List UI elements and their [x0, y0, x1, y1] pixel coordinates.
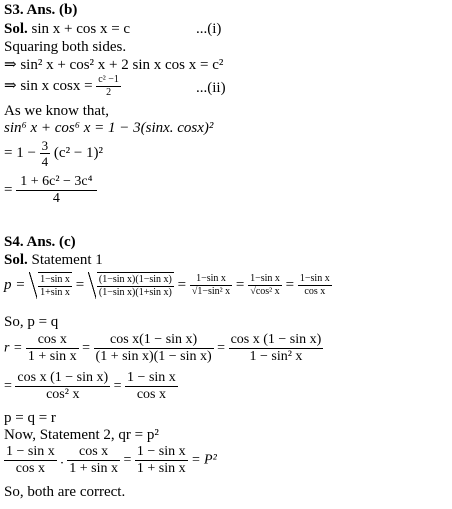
- r-equation: r = $\frac{\text{cos x}}{\text{1 + sin x}}$ = $\frac{\text{cos x(1 − sin x)}}{\text{(1 + sin x)(1 − sin x)}}$ = $\frac{\text{cos x (1 − sin x)}}{\text{1 − sin² x}}$: [4, 332, 322, 364]
- denominator: 1 + sin x: [136, 461, 186, 476]
- p-var: p =: [4, 277, 26, 293]
- p-fraction-2: [97, 274, 174, 299]
- simplify-fraction-2: [125, 370, 178, 403]
- denominator: cos² x: [46, 387, 80, 402]
- conclusion: So, both are correct.: [4, 484, 126, 500]
- final-equation: $\frac{\text{1 − sin x}}{\text{cos x}}$ . $\frac{\text{cos x}}{\text{1 + sin x}}$ = $\frac{\text{1 − sin x}}{\text{1 + sin x}}$ = P²: [6, 444, 217, 476]
- p-fraction-5: [298, 273, 332, 298]
- numerator: c² −1: [98, 74, 119, 85]
- sol-label: Sol.: [4, 252, 28, 268]
- numerator: 1 − sin x: [127, 370, 176, 385]
- s3-line8-fraction: [16, 174, 96, 207]
- denominator: (1−sin x)(1+sin x): [98, 287, 172, 298]
- p-fraction-1: [38, 274, 72, 299]
- s4-heading: S4. Ans. (c): [4, 234, 76, 250]
- s3-line4-fraction: [96, 74, 121, 99]
- r-var: r =: [4, 340, 23, 356]
- denominator: cos x: [15, 461, 45, 476]
- s3-tag-ii: ...(ii): [196, 80, 226, 96]
- denominator: 1+sin x: [40, 287, 70, 298]
- simplify-equation: = $\frac{\text{cos x (1 − sin x)}}{\text{cos² x}}$ = $\frac{\text{1 − sin x}}{\text{cos x}}$: [4, 370, 176, 402]
- s3-line8: [4, 174, 97, 207]
- denominator: √cos² x: [250, 286, 280, 297]
- s3-line4: [4, 74, 121, 99]
- s3-line8-prefix: =: [4, 181, 13, 198]
- numerator: 3: [41, 138, 49, 153]
- s3-line3: ⇒ sin² x + cos² x + 2 sin x cos x = c²: [4, 57, 224, 73]
- numerator: 1 − sin x: [136, 444, 186, 459]
- statement-2-line: Now, Statement 2, qr = p²: [4, 427, 159, 443]
- numerator: 1−sin x: [250, 273, 280, 284]
- s3-line7: [4, 138, 103, 169]
- numerator: 1 − sin x: [6, 444, 55, 459]
- r-fraction-3: [229, 332, 324, 365]
- final-fraction-3: [135, 444, 188, 477]
- p-fraction-3: [190, 273, 232, 298]
- s3-tag-i: ...(i): [196, 21, 222, 37]
- simplify-fraction-1: [15, 370, 110, 403]
- denominator: √1−sin² x: [191, 286, 231, 297]
- numerator: (1−sin x)(1−sin x): [98, 274, 172, 285]
- numerator: 1 + 6c² − 3c⁴: [16, 174, 96, 191]
- numerator: cos x: [26, 332, 79, 349]
- numerator: cos x (1 − sin x): [230, 332, 322, 347]
- numerator: cos x: [67, 444, 120, 461]
- s3-line7-prefix: = 1 −: [4, 144, 36, 161]
- final-fraction-1: [4, 444, 57, 477]
- s4-line1: [4, 252, 103, 269]
- s3-line6: sin⁶ x + cos⁶ x = 1 − 3(sinx. cosx)²: [4, 120, 214, 136]
- p-equation: p = $\frac{\text{1−sin x}}{\text{1+sin x}}$ = $\frac{\text{(1−sin x)(1−sin x)}}{\text{(1−sin x)(1+sin x)}}$ = $\frac{\text{1−sin x}}{\text{√1−sin² x}}$ = $\frac{\text{1−sin x}}{\text{√cos² x}}$ = $\frac{\text{1−sin x}}{\text{cos x}}$: [4, 273, 330, 298]
- s3-line5: As we know that,: [4, 103, 109, 119]
- denominator: 1 − sin² x: [249, 349, 303, 364]
- p-sqrt-1: [29, 272, 72, 299]
- denominator: 2: [106, 87, 112, 98]
- numerator: cos x (1 − sin x): [17, 370, 109, 385]
- numerator: 1−sin x: [40, 274, 70, 285]
- denominator: (1 + sin x)(1 − sin x): [95, 349, 212, 364]
- denominator: 1 + sin x: [69, 461, 118, 476]
- s3-equation-i: sin x + cos x = c: [31, 21, 131, 37]
- denominator: 4: [41, 154, 49, 169]
- r-fraction-1: [26, 332, 79, 365]
- statement-1-label: Statement 1: [31, 252, 103, 268]
- denominator: 4: [52, 191, 60, 206]
- s3-heading: S3. Ans. (b): [4, 2, 78, 18]
- s3-line1: [4, 21, 130, 38]
- sol-label: Sol.: [4, 21, 28, 37]
- s3-line2: Squaring both sides.: [4, 39, 127, 55]
- numerator: 1−sin x: [190, 273, 232, 286]
- p-q-r-equal: p = q = r: [4, 410, 56, 426]
- s3-line7-fraction: [40, 138, 51, 169]
- p-fraction-4: [248, 273, 282, 298]
- numerator: cos x(1 − sin x): [94, 332, 214, 349]
- denominator: cos x: [136, 387, 166, 402]
- numerator: 1−sin x: [299, 273, 330, 284]
- r-fraction-2: [94, 332, 214, 365]
- final-fraction-2: [67, 444, 120, 477]
- final-rhs: = P²: [191, 452, 217, 468]
- s3-line4-lhs: ⇒ sin x cosx =: [4, 77, 93, 94]
- p-sqrt-2: [88, 272, 174, 299]
- denominator: 1 + sin x: [27, 349, 77, 364]
- denominator: cos x: [304, 286, 326, 297]
- so-p-equals-q: So, p = q: [4, 314, 59, 330]
- s3-line7-suffix: (c² − 1)²: [53, 144, 104, 161]
